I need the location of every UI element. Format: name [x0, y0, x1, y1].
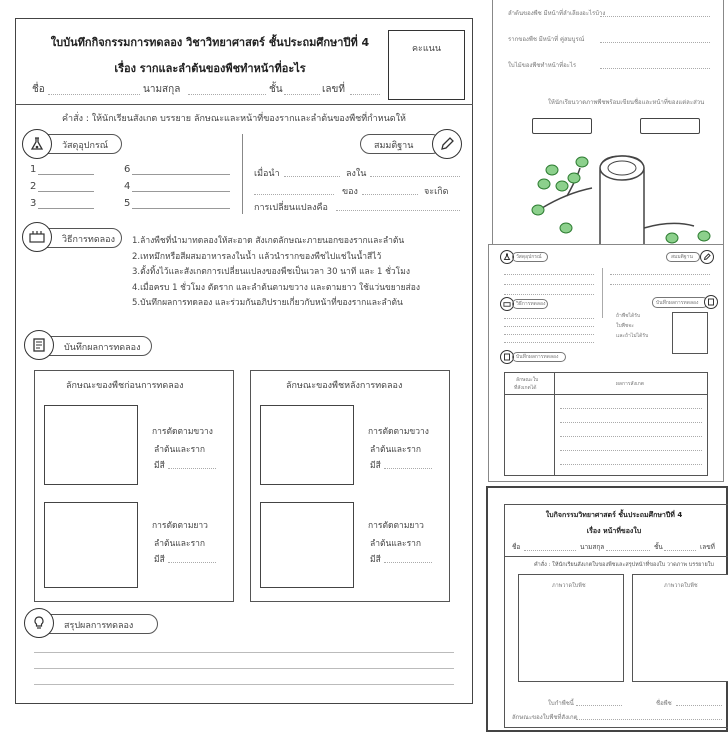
page3-method-line-2 — [504, 326, 594, 327]
page3-hypothesis-circle — [700, 250, 714, 264]
conclusion-line-2[interactable] — [34, 668, 454, 669]
page4-title — [506, 510, 722, 537]
page4-instruction: คำสั่ง : ให้นักเรียนสังเกตใบของพืชและสรุปหน้าที่ของใบ วาดภาพ บรรยายใบ — [534, 562, 714, 568]
material-field-5[interactable] — [132, 208, 230, 209]
surname-field[interactable] — [188, 94, 266, 95]
page3-table-header1b: ที่สังเกตได้ — [514, 385, 537, 391]
before-long-color-field[interactable] — [168, 562, 216, 563]
page2-line1: ลำต้นของพืช มีหน้าที่ลำเลียงอะไรบ้าง — [508, 10, 606, 17]
pencil-icon — [439, 136, 455, 152]
page3-method-line-3 — [504, 334, 594, 335]
page3-method-line-4 — [504, 342, 594, 343]
material-field-3[interactable] — [38, 208, 94, 209]
page4-drawing-box-1[interactable] — [518, 574, 624, 682]
page4-box1-label: ภาพวาดใบพืช — [552, 583, 586, 589]
conclusion-line-1[interactable] — [34, 652, 454, 653]
conclusion-circle — [24, 608, 54, 638]
after-long-text2: ลำต้นและราก — [370, 539, 422, 549]
pencil-icon — [703, 253, 711, 261]
material-field-2[interactable] — [38, 191, 94, 192]
page4-number-label: เลขที่ — [700, 543, 715, 551]
page4-bottom-field1[interactable] — [576, 705, 622, 706]
materials-label: วัสดุอุปกรณ์ — [62, 141, 109, 151]
after-long-photo[interactable] — [260, 502, 354, 588]
notebook-icon — [503, 353, 511, 361]
notebook-icon — [707, 298, 715, 306]
section-divider — [242, 134, 243, 214]
experiment-icon — [503, 300, 511, 308]
method-circle — [22, 222, 52, 252]
before-label: ลักษณะของพืชก่อนการทดลอง — [66, 381, 184, 391]
before-long-photo[interactable] — [44, 502, 138, 588]
page2-field2[interactable] — [600, 42, 710, 43]
page4-drawing-box-2[interactable] — [632, 574, 728, 682]
surname-label: นามสกุล — [143, 84, 181, 95]
materials-circle — [22, 129, 52, 159]
material-num-1: 1 — [30, 164, 37, 175]
hyp-field-2[interactable] — [370, 176, 460, 177]
page2-line3: ใบไม้ของพืชทำหน้าที่อะไร — [508, 62, 577, 69]
hyp-field-4[interactable] — [362, 194, 418, 195]
page4-class-label: ชั้น — [654, 543, 663, 551]
before-long-color: มีสี — [154, 555, 165, 565]
score-box[interactable] — [388, 30, 465, 100]
hyp-text-2: ลงใน — [346, 169, 367, 179]
page4-box2-label: ภาพวาดใบพืช — [664, 583, 698, 589]
tree-illustration — [522, 148, 722, 244]
number-field[interactable] — [350, 94, 380, 95]
record-label: บันทึกผลการทดลอง — [64, 343, 141, 353]
page4-title-line1: ใบกิจกรรมวิทยาศาสตร์ ชั้นประถมศึกษาปีที่ 4 — [545, 511, 683, 519]
page3-table-line-2[interactable] — [560, 422, 702, 423]
hypothesis-label: สมมติฐาน — [374, 141, 414, 151]
hyp-text-3: ของ — [342, 187, 358, 197]
page4-class-field[interactable] — [664, 550, 696, 551]
page4-name-label: ชื่อ — [512, 543, 521, 551]
hyp-field-5[interactable] — [336, 210, 460, 211]
page4-title-line2: เรื่อง หน้าที่ของใบ — [586, 527, 642, 535]
material-num-6: 6 — [124, 164, 131, 175]
material-field-1[interactable] — [38, 174, 94, 175]
header-divider — [15, 104, 473, 105]
main-title-line2: เรื่อง รากและลำต้นของพืชทำหน้าที่อะไร — [114, 62, 306, 75]
material-field-4[interactable] — [132, 191, 230, 192]
main-title — [30, 33, 390, 77]
page4-header-divider — [504, 556, 728, 557]
page3-hypothesis-label: สมมติฐาน — [671, 254, 693, 260]
page3-record-button-label: บันทึกผลการทดลอง — [656, 300, 699, 306]
conclusion-label: สรุปผลการทดลอง — [64, 621, 134, 631]
page3-table-line-5[interactable] — [560, 464, 702, 465]
method-label: วิธีการทดลอง — [62, 235, 115, 245]
method-step: 2.เทหมึกหรือสีผสมอาหารลงในน้ำ แล้วนำรากของพืชไปแช่ในน้ำสีไว้ — [132, 251, 382, 262]
before-cross-text2: ลำต้นและราก — [154, 445, 206, 455]
page4-bottom-text3: ลักษณะของใบพืชที่สังเกต — [512, 714, 578, 721]
after-cross-text2: ลำต้นและราก — [370, 445, 422, 455]
class-label: ชั้น — [269, 84, 283, 95]
after-long-color-field[interactable] — [384, 562, 432, 563]
page2-field3[interactable] — [600, 68, 710, 69]
material-num-2: 2 — [30, 181, 37, 192]
page3-record-button-circle — [704, 295, 718, 309]
page3-divider — [602, 268, 603, 318]
page4-bottom-field2[interactable] — [676, 705, 722, 706]
notebook-icon — [31, 337, 47, 353]
page3-line-5[interactable] — [610, 284, 710, 285]
page3-photo-box[interactable] — [672, 312, 708, 354]
method-step: 5.บันทึกผลการทดลอง และร่วมกันอภิปรายเกี่ยวกับหน้าที่ของรากและลำต้น — [132, 298, 403, 308]
page4-surname-label: นามสกุล — [580, 543, 605, 551]
hyp-text-4: จะเกิด — [424, 187, 449, 197]
page3-table-col-divider — [554, 372, 555, 476]
score-label: คะแนน — [412, 44, 441, 54]
page4-name-field[interactable] — [524, 550, 576, 551]
flask-icon — [503, 253, 511, 261]
material-field-6[interactable] — [132, 174, 230, 175]
method-step: 1.ล้างพืชที่นำมาทดลองให้สะอาด สังเกตลักษณะภายนอกของรากและลำต้น — [132, 236, 405, 246]
experiment-icon — [28, 229, 46, 245]
hypothesis-circle — [432, 129, 462, 159]
method-steps — [132, 234, 462, 312]
number-label: เลขที่ — [322, 84, 345, 95]
instruction: คำสั่ง : ให้นักเรียนสังเกต บรรยาย ลักษณะและหน้าที่ของรากและลำต้นของพืชที่กำหนดให้ — [62, 114, 406, 124]
page4-surname-field[interactable] — [606, 550, 650, 551]
page3-method-line-1 — [504, 318, 594, 319]
page3-table-header-divider — [504, 394, 708, 395]
page3-hyp-text-2: ใบพืชจะ — [616, 323, 634, 329]
hyp-field-1[interactable] — [284, 176, 340, 177]
name-field[interactable] — [48, 94, 140, 95]
page3-materials-label: วัสดุอุปกรณ์ — [516, 254, 542, 260]
page3-line-3[interactable] — [504, 294, 594, 295]
page3-line-1[interactable] — [504, 274, 594, 275]
after-cross-photo[interactable] — [260, 405, 354, 485]
hyp-field-3[interactable] — [254, 194, 334, 195]
before-cross-color: มีสี — [154, 461, 165, 471]
after-cross-color-field[interactable] — [384, 468, 432, 469]
page3-method-label: วิธีการทดลอง — [516, 301, 546, 307]
page3-table-header2: ผลการสังเกต — [616, 381, 644, 387]
class-field[interactable] — [284, 94, 320, 95]
before-long-text1: การตัดตามยาว — [152, 521, 208, 531]
name-label: ชื่อ — [32, 84, 45, 95]
after-label: ลักษณะของพืชหลังการทดลอง — [286, 381, 403, 391]
hyp-text-1: เมื่อนำ — [254, 169, 280, 179]
after-cross-color: มีสี — [370, 461, 381, 471]
method-step: 3.ตั้งทิ้งไว้และสังเกตการเปลี่ยนแปลงของพืชเป็นเวลา 30 นาที และ 1 ชั่วโมง — [132, 267, 411, 277]
page2-label-box-right[interactable] — [640, 118, 700, 134]
before-cross-text1: การตัดตามขวาง — [152, 427, 213, 437]
page3-table-line-1[interactable] — [560, 408, 702, 409]
material-num-3: 3 — [30, 198, 37, 209]
before-cross-photo[interactable] — [44, 405, 138, 485]
page4-bottom-field3[interactable] — [576, 719, 722, 720]
after-long-text1: การตัดตามยาว — [368, 521, 424, 531]
page3-table-header1: ลักษณะใบ — [516, 377, 539, 383]
page3-hyp-text-3: และถ้าไม่ได้รับ — [616, 333, 649, 339]
page3-line-4[interactable] — [610, 274, 710, 275]
page3-table-line-3[interactable] — [560, 436, 702, 437]
page3-hyp-text-1: ถ้าพืชได้รับ — [616, 313, 641, 319]
page3-table-line-4[interactable] — [560, 450, 702, 451]
after-long-color: มีสี — [370, 555, 381, 565]
page2-label-box-left[interactable] — [532, 118, 592, 134]
page2-line2: รากของพืช มีหน้าที่ คู่สมบูรณ์ — [508, 36, 585, 43]
before-cross-color-field[interactable] — [168, 468, 216, 469]
page4-bottom-text2: ชื่อพืช — [656, 700, 672, 707]
conclusion-line-3[interactable] — [34, 684, 454, 685]
method-step: 4.เมื่อครบ 1 ชั่วโมง ตัดราก และลำต้นตามขวาง และตามยาว ใช้แว่นขยายส่อง — [132, 282, 420, 293]
after-cross-text1: การตัดตามขวาง — [368, 427, 429, 437]
before-long-text2: ลำต้นและราก — [154, 539, 206, 549]
material-num-5: 5 — [124, 198, 131, 209]
page2-caption: ให้นักเรียนวาดภาพพืชพร้อมเขียนชื่อและหน้าที่ของแต่ละส่วน — [548, 99, 705, 106]
page2-field1[interactable] — [600, 16, 710, 17]
main-title-line1: ใบบันทึกกิจกรรมการทดลอง วิชาวิทยาศาสตร์ ชั้นประถมศึกษาปีที่ 4 — [50, 36, 370, 49]
record-circle — [24, 330, 54, 360]
lightbulb-icon — [31, 615, 47, 631]
page4-bottom-text1: ใบกำพืชนี้ — [548, 700, 574, 707]
flask-icon — [29, 136, 45, 152]
hyp-text-5: การเปลี่ยนแปลงคือ — [254, 203, 328, 213]
page3-record-label: บันทึกผลการทดลอง — [516, 354, 559, 360]
material-num-4: 4 — [124, 181, 131, 192]
page3-line-2[interactable] — [504, 284, 594, 285]
